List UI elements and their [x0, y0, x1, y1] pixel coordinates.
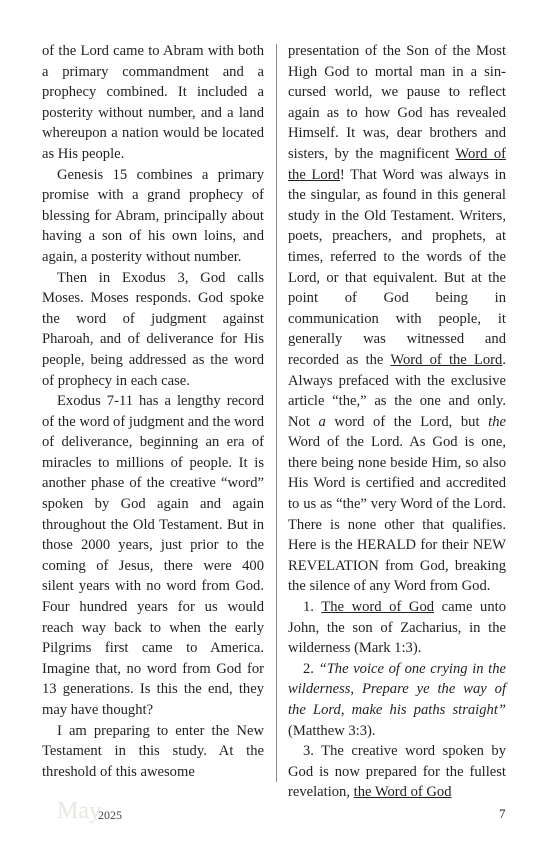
item-number: 2. — [303, 660, 319, 677]
text-run: came unto John, the son of Zacharius, in the wilderness (Mark 1:3). — [288, 599, 506, 657]
emphasis: the — [488, 413, 506, 430]
list-item — [288, 659, 506, 741]
underlined-phrase: the Word of God — [353, 784, 452, 801]
footer-year: 2025 — [98, 808, 122, 822]
text-run: 3. The creative word spoken by God is now prepared for the fullest revelation, — [288, 743, 506, 801]
paragraph — [288, 41, 506, 597]
text-run: ! That Word was always in the singular, as found in this general study in the Old Testament. Writers, poets, preachers, and prophets, at times, referred to the words of the Lord, or that equivalent. But at the point of God being in communication with people, it generally was witnessed and recorded as the — [288, 166, 506, 368]
text-run: presentation of the Son of the Most High God to mortal man in a sin-cursed world, we pause to reflect again as to how God has revealed Himself. It was, dear brothers and sisters, by the magnificent — [288, 43, 506, 162]
underlined-phrase: Word of the Lord — [288, 145, 506, 183]
emphasis: a — [318, 413, 326, 430]
right-column — [288, 41, 506, 803]
item-number: 1. — [303, 599, 322, 616]
paragraph: of the Lord came to Abram with both a primary commandment and a prophecy combined. It included a posterity without number, and a land whereupon a nation would be located as His people. — [42, 43, 264, 162]
left-column — [42, 41, 264, 782]
text-run: . Always prefaced with the exclusive article “the,” as the one and only. Not — [288, 351, 506, 430]
paragraph: Genesis 15 combines a primary promise with a grand prophecy of blessing for Abram, principally about having a son of his own loins, and again, a posterity without number. — [42, 166, 264, 265]
list-item — [288, 597, 506, 659]
footer-month: May — [57, 798, 101, 824]
list-item — [288, 741, 506, 803]
paragraph: Exodus 7-11 has a lengthy record of the word of judgment and the word of deliverance, beginning an era of miracles to millions of people. It is another phase of the creative “word” spoken by God again and again throughout the Old Testament. But in those 2000 years, just prior to the coming of Jesus, there were 400 silent years with no word from God. Four hundred years for us would reach way back to when the early Pilgrims first came to America. Imagine that, no word from God for 13 generations. Is this the end, they may have thought? — [42, 393, 264, 718]
paragraph: Then in Exodus 3, God calls Moses. Moses responds. God spoke the word of judgment against Pharoah, and of deliverance for His people, being addressed as the word of prophecy in each case. — [42, 269, 264, 389]
underlined-phrase: The word of God — [321, 599, 435, 616]
scripture-reference: (Matthew 3:3). — [288, 722, 376, 739]
column-divider — [276, 44, 277, 782]
underlined-phrase: Word of the Lord — [390, 351, 503, 368]
text-run: Word of the Lord. As God is one, there being none beside Him, so also His Word is certified and accredited to us as “the” very Word of the Lord. There is none other that qualifies. Here is the HERALD for their NEW REVELATION from God, breaking the silence of any Word from God. — [288, 434, 506, 595]
paragraph: I am preparing to enter the New Testament in this study. At the threshold of this awesome — [42, 722, 264, 780]
scripture-quote: “The voice of one crying in the wilderness, Prepare ye the way of the Lord, make his paths straight” — [288, 660, 506, 718]
page-number: 7 — [499, 806, 506, 821]
text-run: word of the Lord, but — [325, 413, 489, 430]
